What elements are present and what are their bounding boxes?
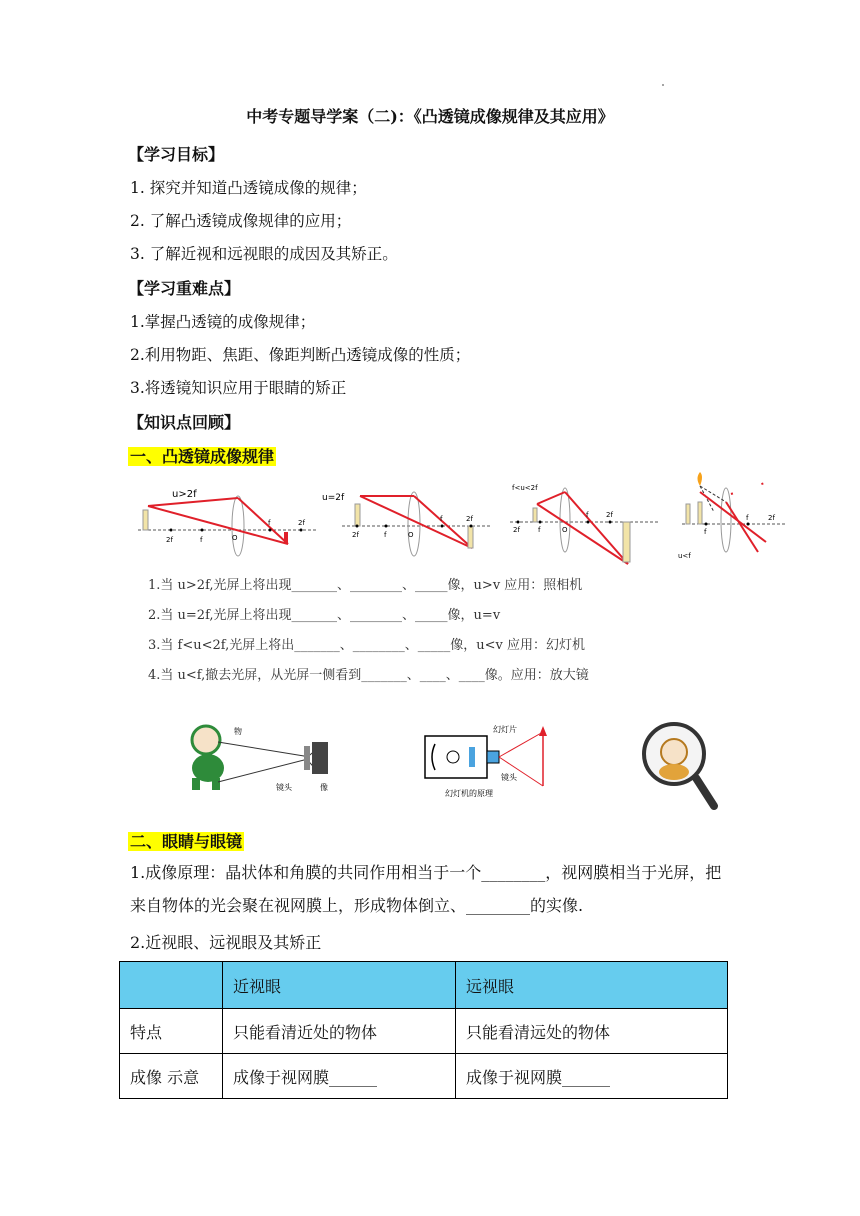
- diagram3-o: O: [562, 526, 568, 534]
- diagram4-label: u<f: [678, 552, 691, 560]
- diagram3-2f-right: 2f: [606, 511, 613, 519]
- lens-diagram-3: [510, 480, 660, 570]
- objective-item-3: 3. 了解近视和远视眼的成因及其矫正。: [130, 245, 398, 263]
- imaging-principle-paragraph: 1.成像原理：晶状体和角膜的共同作用相当于一个________，视网膜相当于光屏，把来自物体的光会聚在视网膜上，形成物体倒立、________的实像.: [130, 863, 722, 915]
- camera-object-label: 物: [234, 727, 242, 736]
- table-cell: 成像于视网膜______: [223, 1054, 456, 1099]
- key-point-item-3: 3.将透镜知识应用于眼睛的矫正: [130, 379, 347, 397]
- table-header-cell: [120, 962, 223, 1009]
- rule-1: 1.当 u>2f,光屏上将出现_______、________、_____像，u>v 应用：照相机: [148, 578, 583, 593]
- lens-diagram-1: [138, 478, 318, 553]
- lens-diagram-4: [676, 472, 788, 562]
- diagram3-label: f<u<2f: [512, 484, 538, 492]
- diagram1-label: u>2f: [172, 489, 197, 500]
- magnifier-illustration: [640, 720, 724, 810]
- projector-illustration: [425, 722, 585, 800]
- diagram3-f-right: f: [586, 511, 589, 519]
- diagram2-f-left: f: [384, 531, 387, 539]
- diagram4-f-left: f: [704, 528, 707, 536]
- diagram2-label: u=2f: [322, 493, 345, 503]
- camera-illustration: [178, 720, 340, 796]
- table-header-row: [120, 962, 728, 1009]
- eye-comparison-table: [119, 961, 728, 1099]
- table-header-cell: 远视眼: [456, 962, 728, 1009]
- rule-4: 4.当 u<f,撤去光屏，从光屏一侧看到_______、____、____像。应用：放大镜: [148, 668, 589, 683]
- projector-caption: 幻灯机的原理: [445, 789, 493, 798]
- eyes-sub-heading: 2.近视眼、远视眼及其矫正: [130, 933, 322, 952]
- diagram2-2f-right: 2f: [466, 515, 473, 523]
- lens-diagram-2: [322, 484, 492, 564]
- diagram3-2f-left: 2f: [513, 526, 520, 534]
- table-cell: 只能看清近处的物体: [223, 1009, 456, 1054]
- section2-title: 二、眼睛与眼镜: [130, 832, 243, 851]
- speck: [662, 84, 664, 86]
- page-title: 中考专题导学案（二)：《凸透镜成像规律及其应用》: [246, 107, 614, 126]
- rule-2: 2.当 u=2f,光屏上将出现_______、________、_____像，u=v: [148, 608, 501, 623]
- diagram1-f-left: f: [200, 536, 203, 544]
- table-row: [120, 1054, 728, 1099]
- diagram1-f-right: f: [268, 519, 271, 527]
- camera-lens-label: 镜头: [276, 783, 292, 792]
- projector-lens-label: 镜头: [501, 773, 517, 782]
- objectives-heading: 【学习目标】: [128, 145, 225, 164]
- diagram2-o: O: [408, 531, 414, 539]
- key-points-heading: 【学习重难点】: [128, 279, 241, 298]
- table-cell: 成像于视网膜______: [456, 1054, 728, 1099]
- slide-label: 幻灯片: [493, 725, 517, 734]
- table-cell: 成像 示意: [120, 1054, 223, 1099]
- diagram2-2f-left: 2f: [352, 531, 359, 539]
- key-point-item-2: 2.利用物距、焦距、像距判断凸透镜成像的性质；: [130, 346, 471, 364]
- key-point-item-1: 1.掌握凸透镜的成像规律；: [130, 313, 316, 331]
- diagram3-f-left: f: [538, 526, 541, 534]
- camera-image-label: 像: [320, 783, 328, 792]
- diagram1-2f-left: 2f: [166, 536, 173, 544]
- table-header-cell: 近视眼: [223, 962, 456, 1009]
- section1-title: 一、凸透镜成像规律: [130, 447, 275, 466]
- table-cell: 只能看清远处的物体: [456, 1009, 728, 1054]
- table-cell: 特点: [120, 1009, 223, 1054]
- diagram2-f-right: f: [440, 515, 443, 523]
- objective-item-1: 1. 探究并知道凸透镜成像的规律；: [130, 179, 367, 197]
- diagram4-f-right: f: [746, 514, 749, 522]
- objective-item-2: 2. 了解凸透镜成像规律的应用；: [130, 212, 352, 230]
- diagram1-2f-right: 2f: [298, 519, 305, 527]
- diagram1-o: O: [232, 534, 238, 542]
- rule-3: 3.当 f<u<2f,光屏上将出_______、________、_____像，u<v 应用：幻灯机: [148, 638, 585, 653]
- diagram4-2f-right: 2f: [768, 514, 775, 522]
- table-row: [120, 1009, 728, 1054]
- review-heading: 【知识点回顾】: [128, 413, 241, 432]
